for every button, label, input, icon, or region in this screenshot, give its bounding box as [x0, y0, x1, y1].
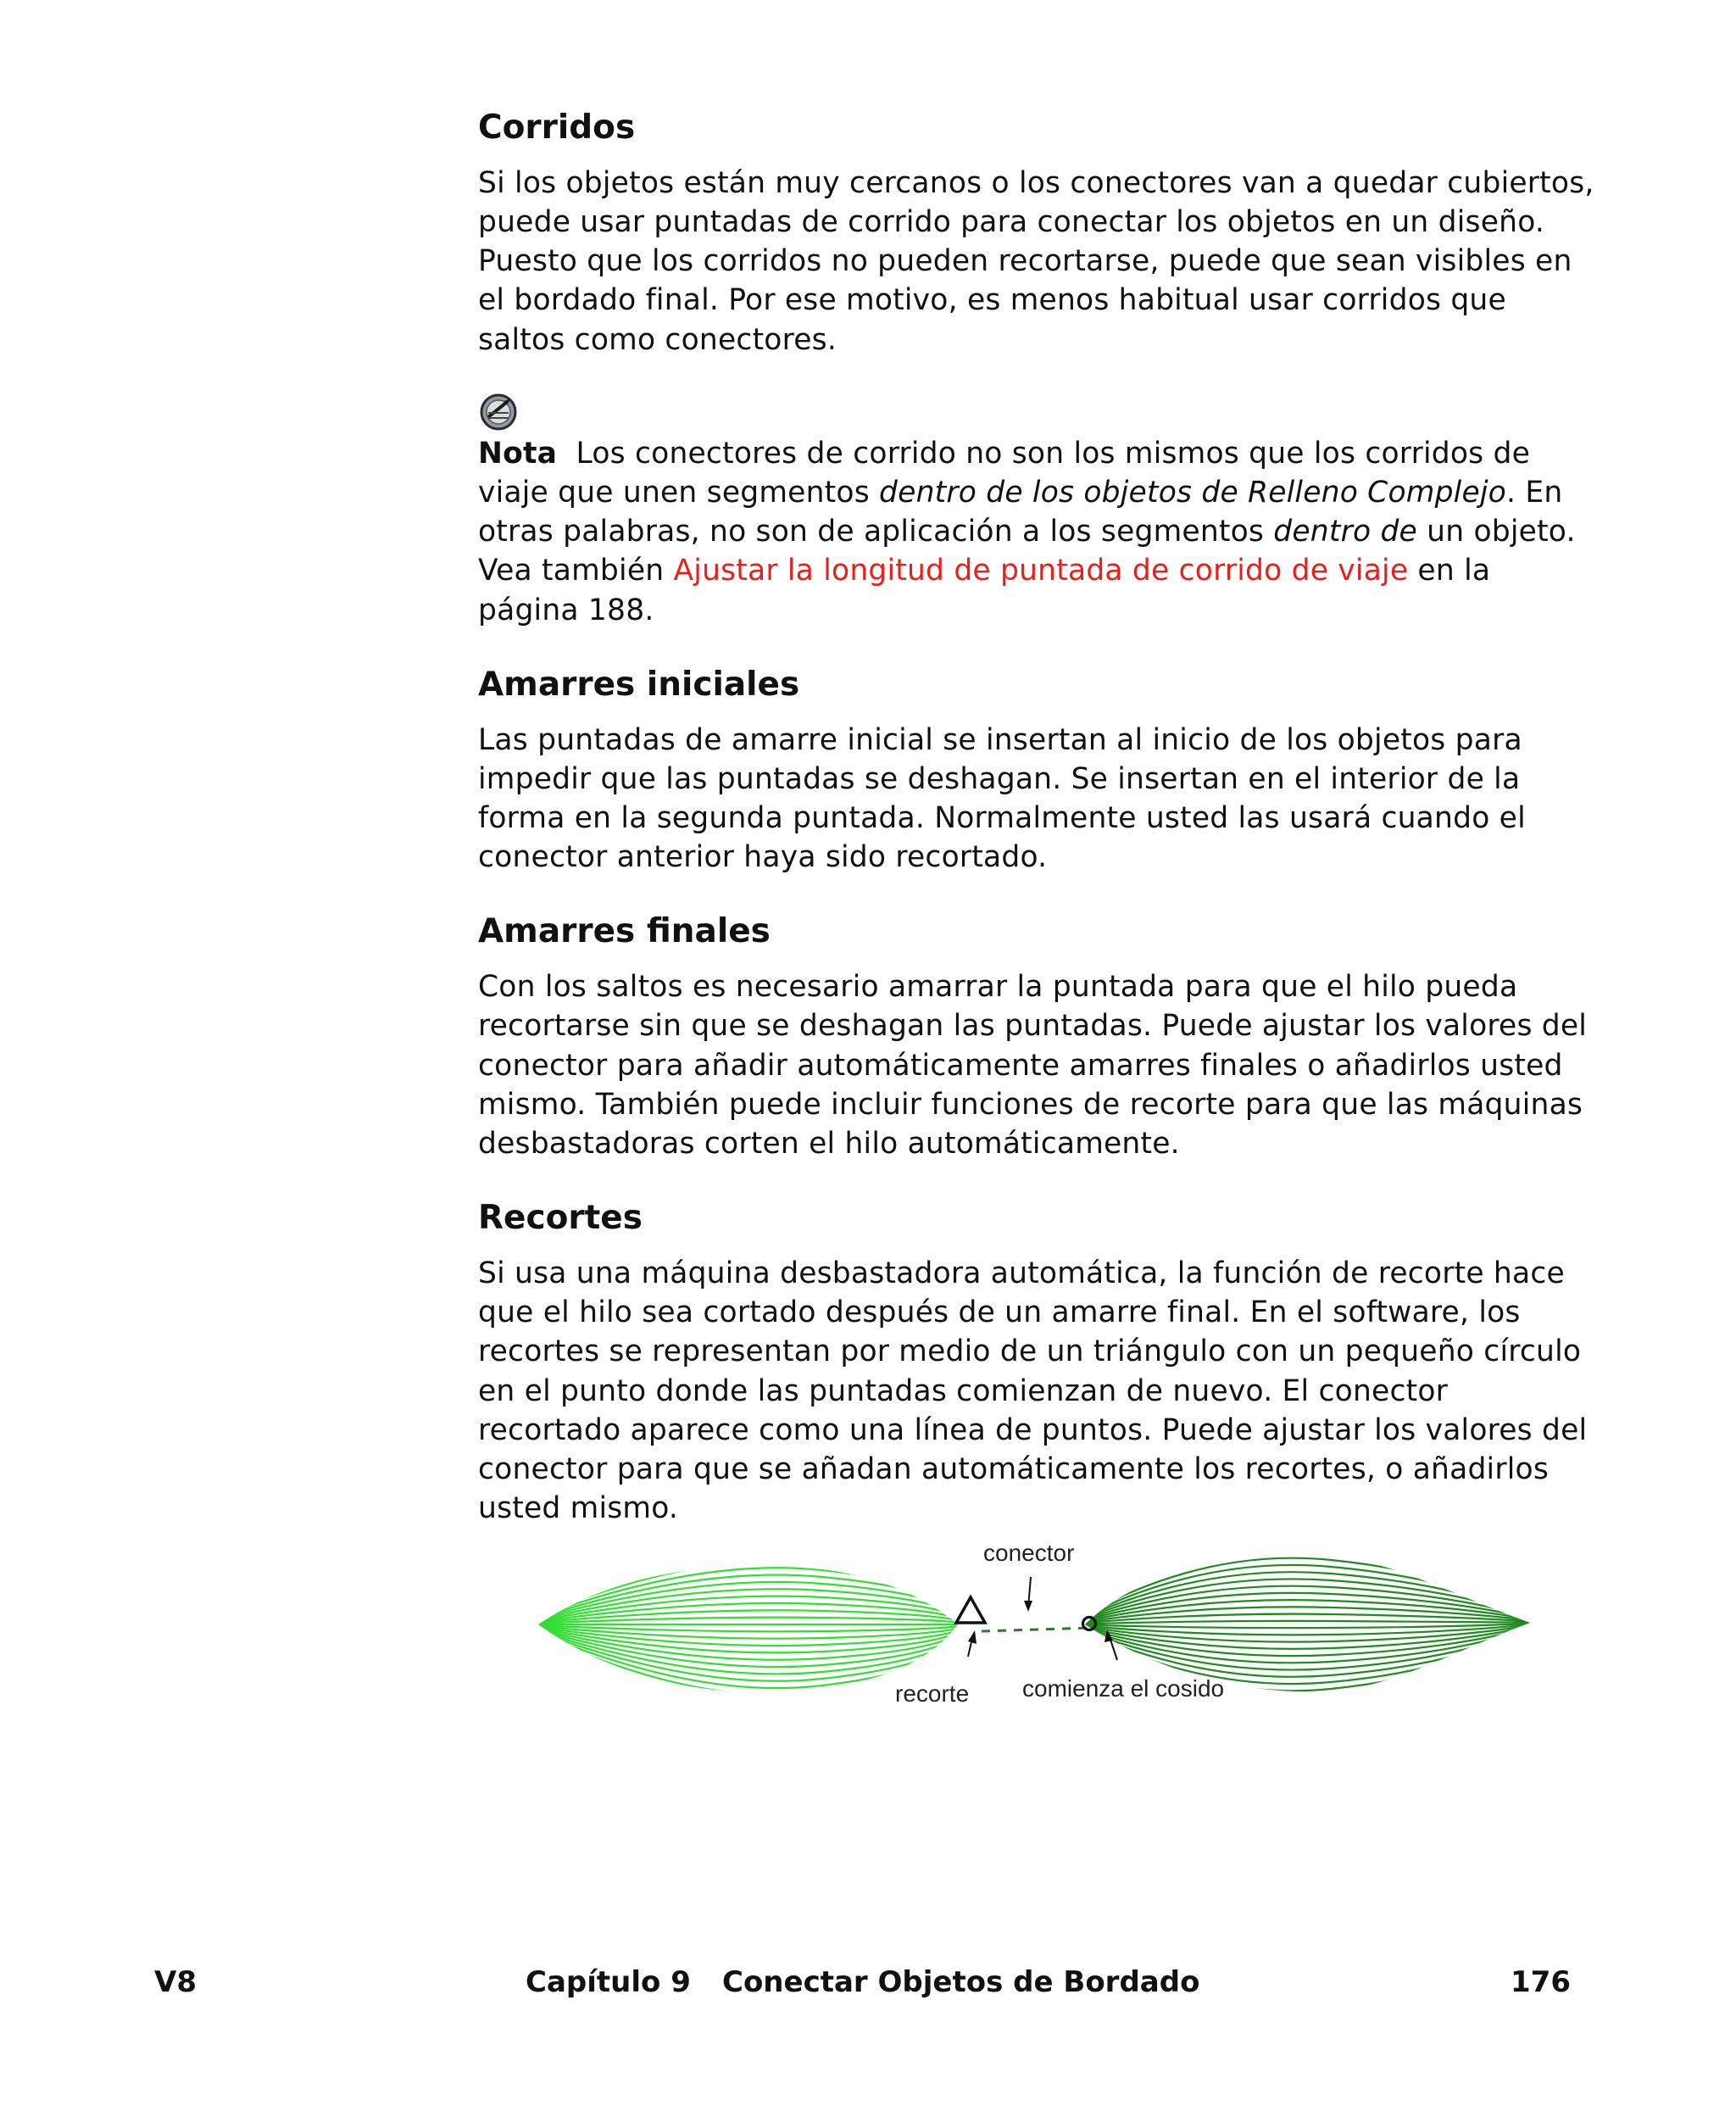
footer-version: V8: [154, 1965, 197, 1999]
note-block: [478, 392, 1597, 630]
body-recortes: Si usa una máquina desbastadora automática, la función de recorte hace que el hilo sea cortado después de un amarre final. En el software, los recortes se representan por medio de un triángulo con un pequeño círculo en el punto donde las puntadas comienzan de nuevo. El conector recortado aparece como una línea de puntos. Puede ajustar los valores del conector para que se añadan automáticamente los recortes, o añadirlos usted mismo.: [478, 1256, 1588, 1526]
heading-amarres-iniciales: Amarres iniciales: [478, 665, 800, 704]
note-emphasis-1: dentro de los objetos de Relleno Complejo: [879, 476, 1506, 510]
note-text-4: en la página 188.: [478, 554, 1491, 627]
footer-page-number: 176: [1511, 1965, 1571, 1999]
body-amarres-finales: Con los saltos es necesario amarrar la puntada para que el hilo pueda recortarse sin que se deshagan las puntadas. Puede ajustar los valores del conector para añadir automáticamente amarres finales o añadirlos usted mismo. También puede incluir funciones de recorte para que las máquinas desbastadoras corten el hilo automáticamente.: [478, 970, 1588, 1162]
note-pencil-icon: [478, 392, 519, 432]
connector-illustration: [526, 1531, 1543, 1735]
page-content: [478, 109, 1597, 1563]
body-amarres-iniciales: Las puntadas de amarre inicial se insertan al inicio de los objetos para impedir que las puntadas se deshagan. Se insertan en el interior de la forma en la segunda puntada. Normalmente usted las usará cuando el conector anterior haya sido recortado.: [478, 722, 1526, 875]
note-paragraph: [478, 434, 1597, 630]
trim-triangle-icon: [956, 1597, 985, 1623]
note-emphasis-2: dentro de: [1273, 515, 1417, 549]
dotted-connector-line: [982, 1628, 1092, 1631]
label-comienza-el-cosido: comienza el cosido: [1022, 1675, 1225, 1702]
note-text-1: Los conectores de corrido no son los mismos que los corridos de viaje que unen segmentos: [478, 436, 1531, 510]
label-conector: conector: [983, 1540, 1075, 1566]
note-text-2: . En otras palabras, no son de aplicación a los segmentos: [478, 476, 1563, 549]
section-corridos: [478, 109, 1597, 359]
body-corridos: Si los objetos están muy cercanos o los conectores van a quedar cubiertos, puede usar puntadas de corrido para conectar los objetos en un diseño. Puesto que los corridos no pueden recortarse, puede que sean visibles en el bordado final. Por ese motivo, es menos habitual usar corridos que saltos como conectores.: [478, 165, 1594, 357]
section-amarres-finales: [478, 912, 1597, 1163]
heading-corridos: Corridos: [478, 109, 636, 147]
footer-chapter: Capítulo 9: [526, 1965, 691, 1999]
heading-amarres-finales: Amarres finales: [478, 912, 771, 951]
trim-arrowhead: [968, 1630, 976, 1644]
section-amarres-iniciales: [478, 666, 1597, 877]
note-label: Nota: [478, 436, 558, 471]
connector-arrowhead: [1024, 1601, 1032, 1612]
section-recortes: [478, 1199, 1597, 1528]
cross-reference-link[interactable]: Ajustar la longitud de puntada de corrido de viaje: [673, 554, 1409, 588]
footer-chapter-title: Conectar Objetos de Bordado: [722, 1965, 1200, 1999]
right-stitched-shape: [1077, 1531, 1543, 1735]
note-text-3: un objeto. Vea también: [478, 515, 1576, 588]
label-recorte: recorte: [895, 1680, 970, 1707]
heading-recortes: Recortes: [478, 1199, 643, 1238]
